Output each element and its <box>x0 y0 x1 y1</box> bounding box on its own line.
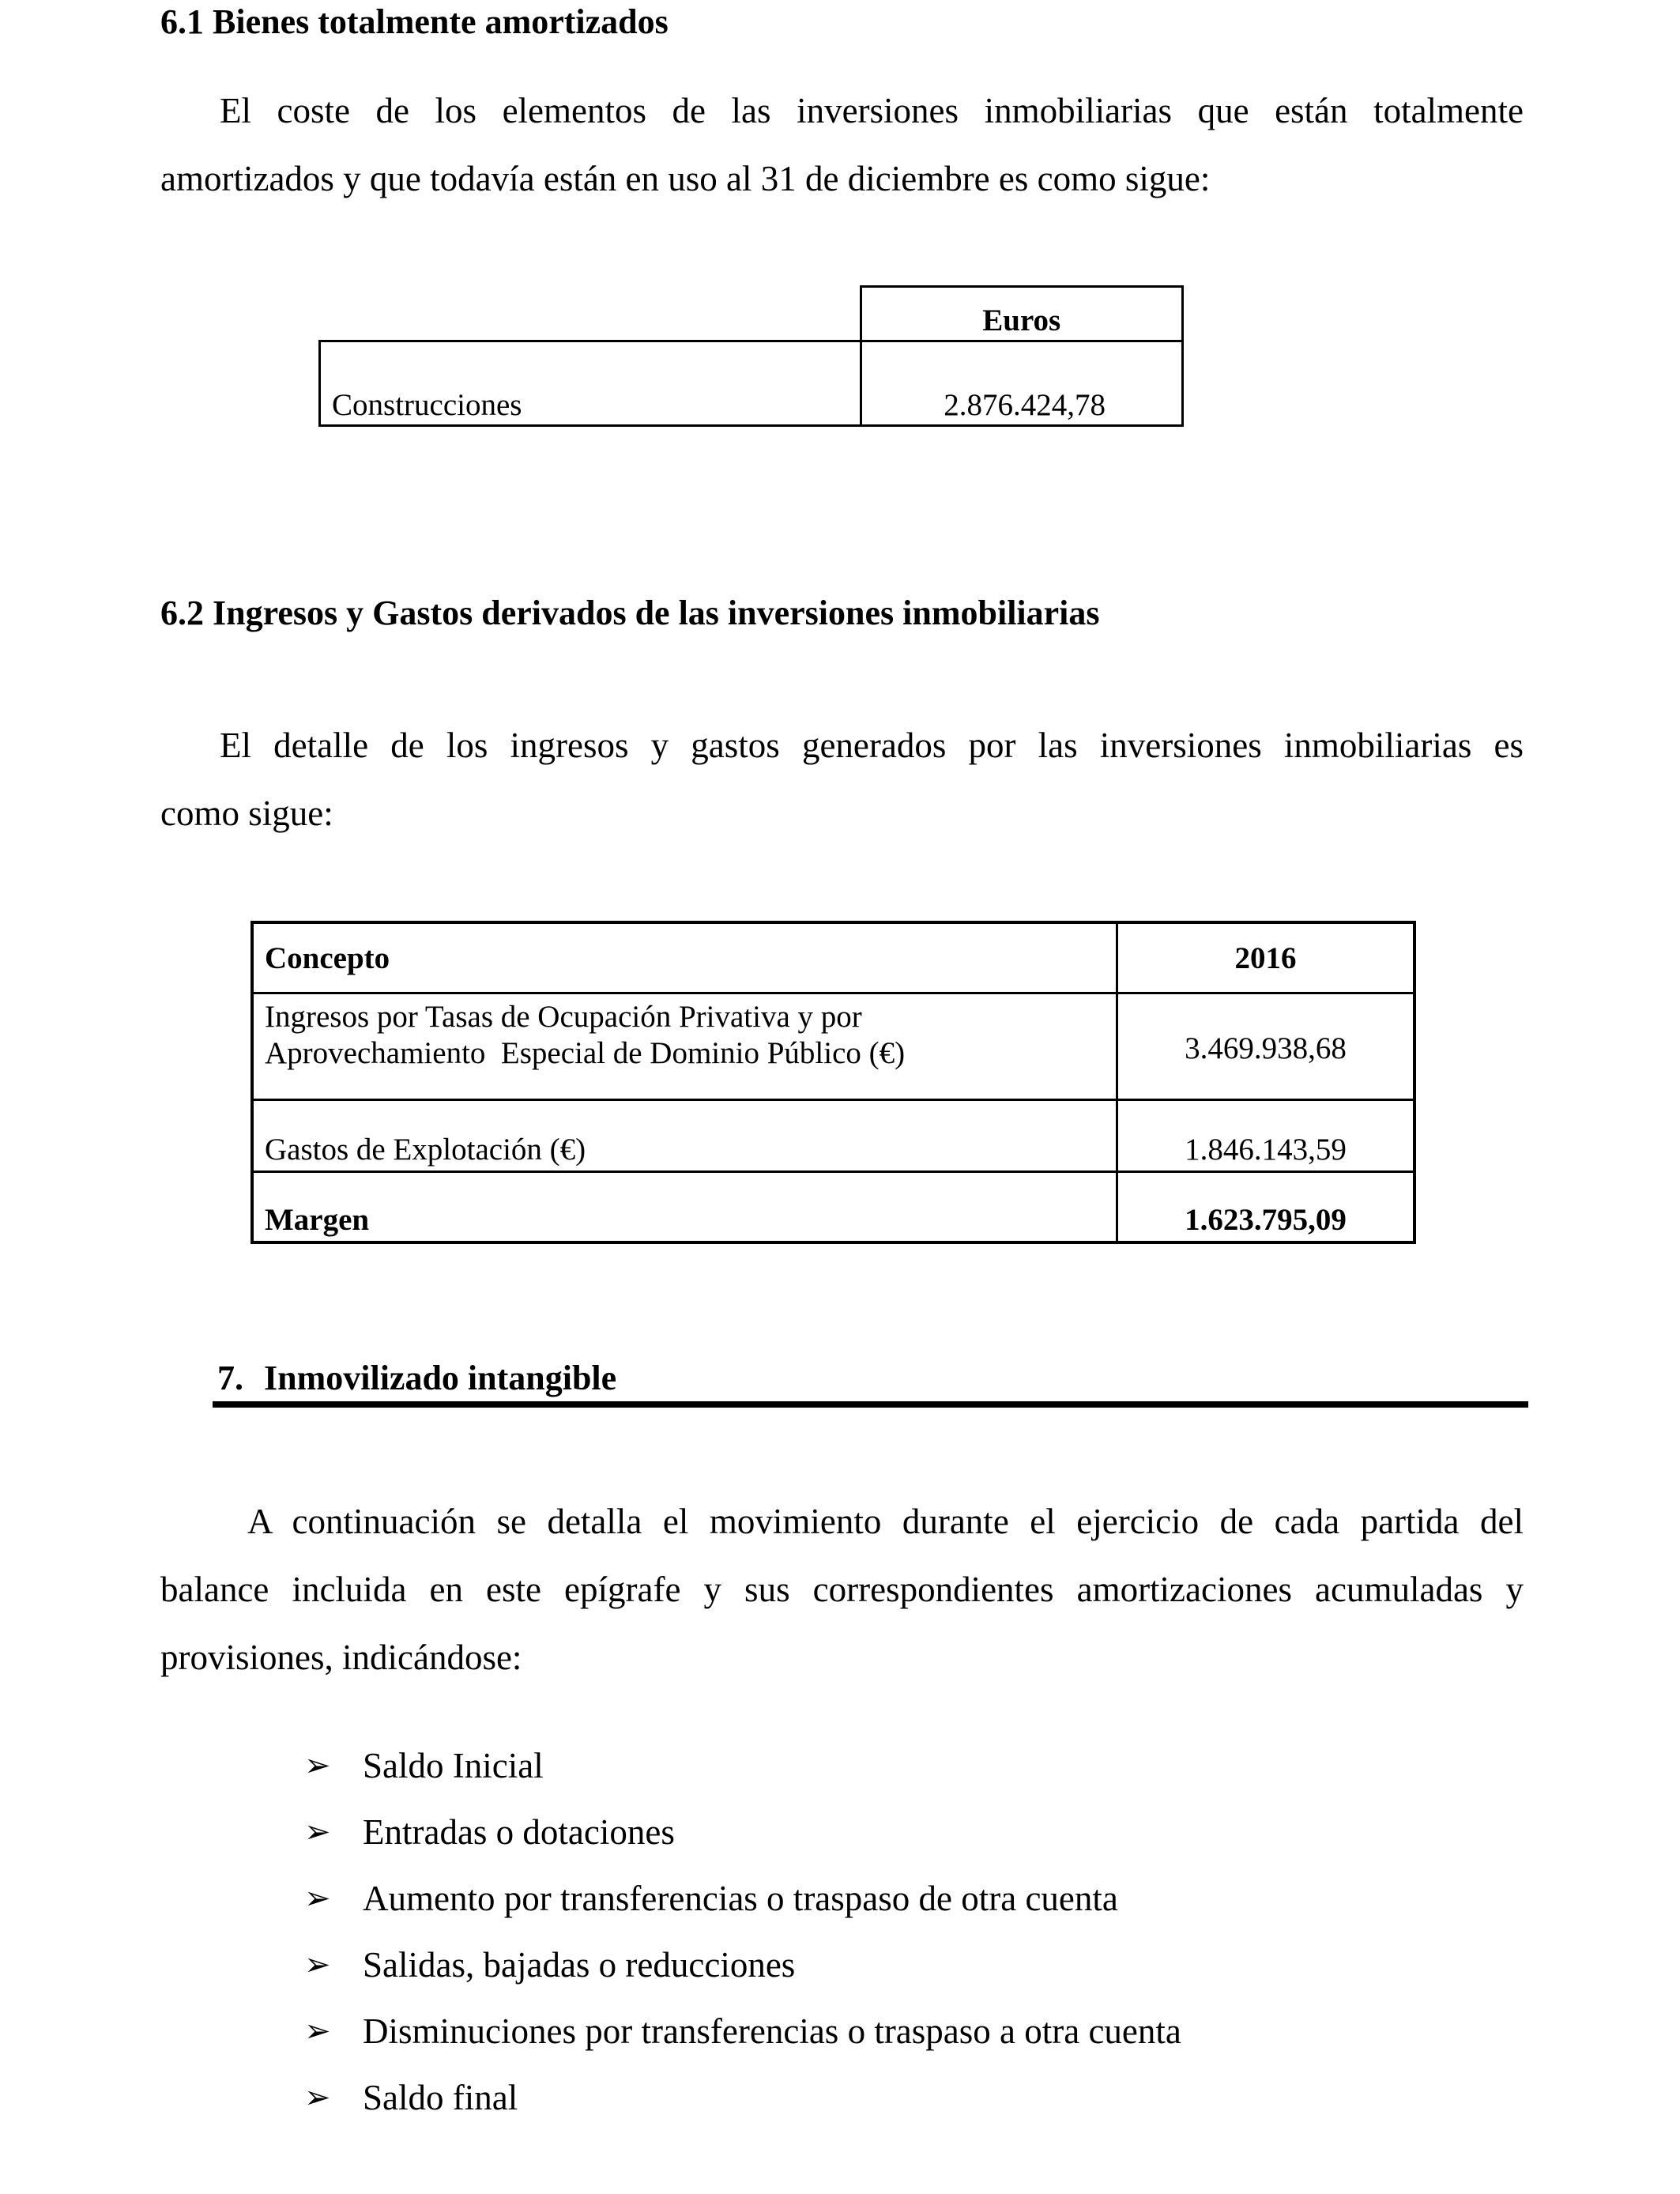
list-item-text: Saldo final <box>363 2078 518 2117</box>
table-header-row <box>252 922 1414 993</box>
arrowhead-bullet-icon: ➢ <box>304 2079 331 2115</box>
paragraph-line: como sigue: <box>160 794 333 833</box>
paragraph-line: El coste de los elementos de las inversiones inmobiliarias que están totalmente <box>220 91 1524 130</box>
arrowhead-bullet-icon: ➢ <box>304 2013 331 2049</box>
arrowhead-bullet-icon: ➢ <box>304 1747 331 1783</box>
header-concepto: Concepto <box>252 922 1117 993</box>
row-label-construcciones: Construcciones <box>320 341 861 426</box>
row-label-gastos: Gastos de Explotación (€) <box>252 1100 1117 1172</box>
list-item-text: Disminuciones por transferencias o traspaso a otra cuenta <box>363 2011 1181 2051</box>
section-number: 7. <box>217 1359 243 1397</box>
arrowhead-bullet-icon: ➢ <box>304 1947 331 1982</box>
section-heading-7 <box>217 1356 616 1400</box>
list-item <box>304 1871 1181 1937</box>
list-item-text: Saldo Inicial <box>363 1746 544 1785</box>
paragraph-6-1 <box>160 77 1524 213</box>
movement-items-list <box>304 1738 1181 2136</box>
paragraph-6-2 <box>160 711 1524 847</box>
row-label-line: Ingresos por Tasas de Ocupación Privativa y por <box>265 1000 862 1034</box>
list-item <box>304 2070 1181 2136</box>
header-year: 2016 <box>1117 922 1415 993</box>
list-item-text: Salidas, bajadas o reducciones <box>363 1945 796 1985</box>
arrowhead-bullet-icon: ➢ <box>304 1814 331 1849</box>
heading-underline <box>213 1401 1528 1408</box>
row-value-ingresos: 3.469.938,68 <box>1117 993 1415 1100</box>
income-expenses-table <box>250 921 1416 1244</box>
section-heading-6-1: 6.1 Bienes totalmente amortizados <box>160 2 669 41</box>
paragraph-line: A continuación se detalla el movimiento durante el ejercicio de cada partida del <box>247 1502 1524 1541</box>
paragraph-line: El detalle de los ingresos y gastos generados por las inversiones inmobiliarias es <box>220 726 1524 765</box>
paragraph-7 <box>160 1487 1524 1691</box>
row-value-construcciones: 2.876.424,78 <box>861 341 1183 426</box>
row-label-ingresos <box>252 993 1117 1100</box>
list-item-text: Entradas o dotaciones <box>363 1812 675 1852</box>
table-row <box>252 1100 1414 1172</box>
table-row <box>252 1172 1414 1243</box>
paragraph-line: provisiones, indicándose: <box>160 1638 522 1677</box>
row-label-line: Aprovechamiento Especial de Dominio Público (€) <box>265 1036 906 1070</box>
list-item <box>304 2004 1181 2070</box>
fully-amortized-table <box>318 285 1184 427</box>
paragraph-line: balance incluida en este epígrafe y sus correspondientes amortizaciones acumuladas y <box>160 1570 1524 1609</box>
list-item <box>304 1738 1181 1804</box>
paragraph-line: amortizados y que todavía están en uso al 31 de diciembre es como sigue: <box>160 159 1211 198</box>
row-label-margen: Margen <box>252 1172 1117 1243</box>
list-item-text: Aumento por transferencias o traspaso de otra cuenta <box>363 1879 1118 1918</box>
row-value-gastos: 1.846.143,59 <box>1117 1100 1415 1172</box>
section-heading-6-2: 6.2 Ingresos y Gastos derivados de las inversiones inmobiliarias <box>160 594 1100 632</box>
arrowhead-bullet-icon: ➢ <box>304 1880 331 1916</box>
column-header-euros: Euros <box>861 287 1183 341</box>
list-item <box>304 1804 1181 1871</box>
table-row <box>252 993 1414 1100</box>
section-title: Inmovilizado intangible <box>264 1359 617 1397</box>
list-item <box>304 1937 1181 2004</box>
row-value-margen: 1.623.795,09 <box>1117 1172 1415 1243</box>
